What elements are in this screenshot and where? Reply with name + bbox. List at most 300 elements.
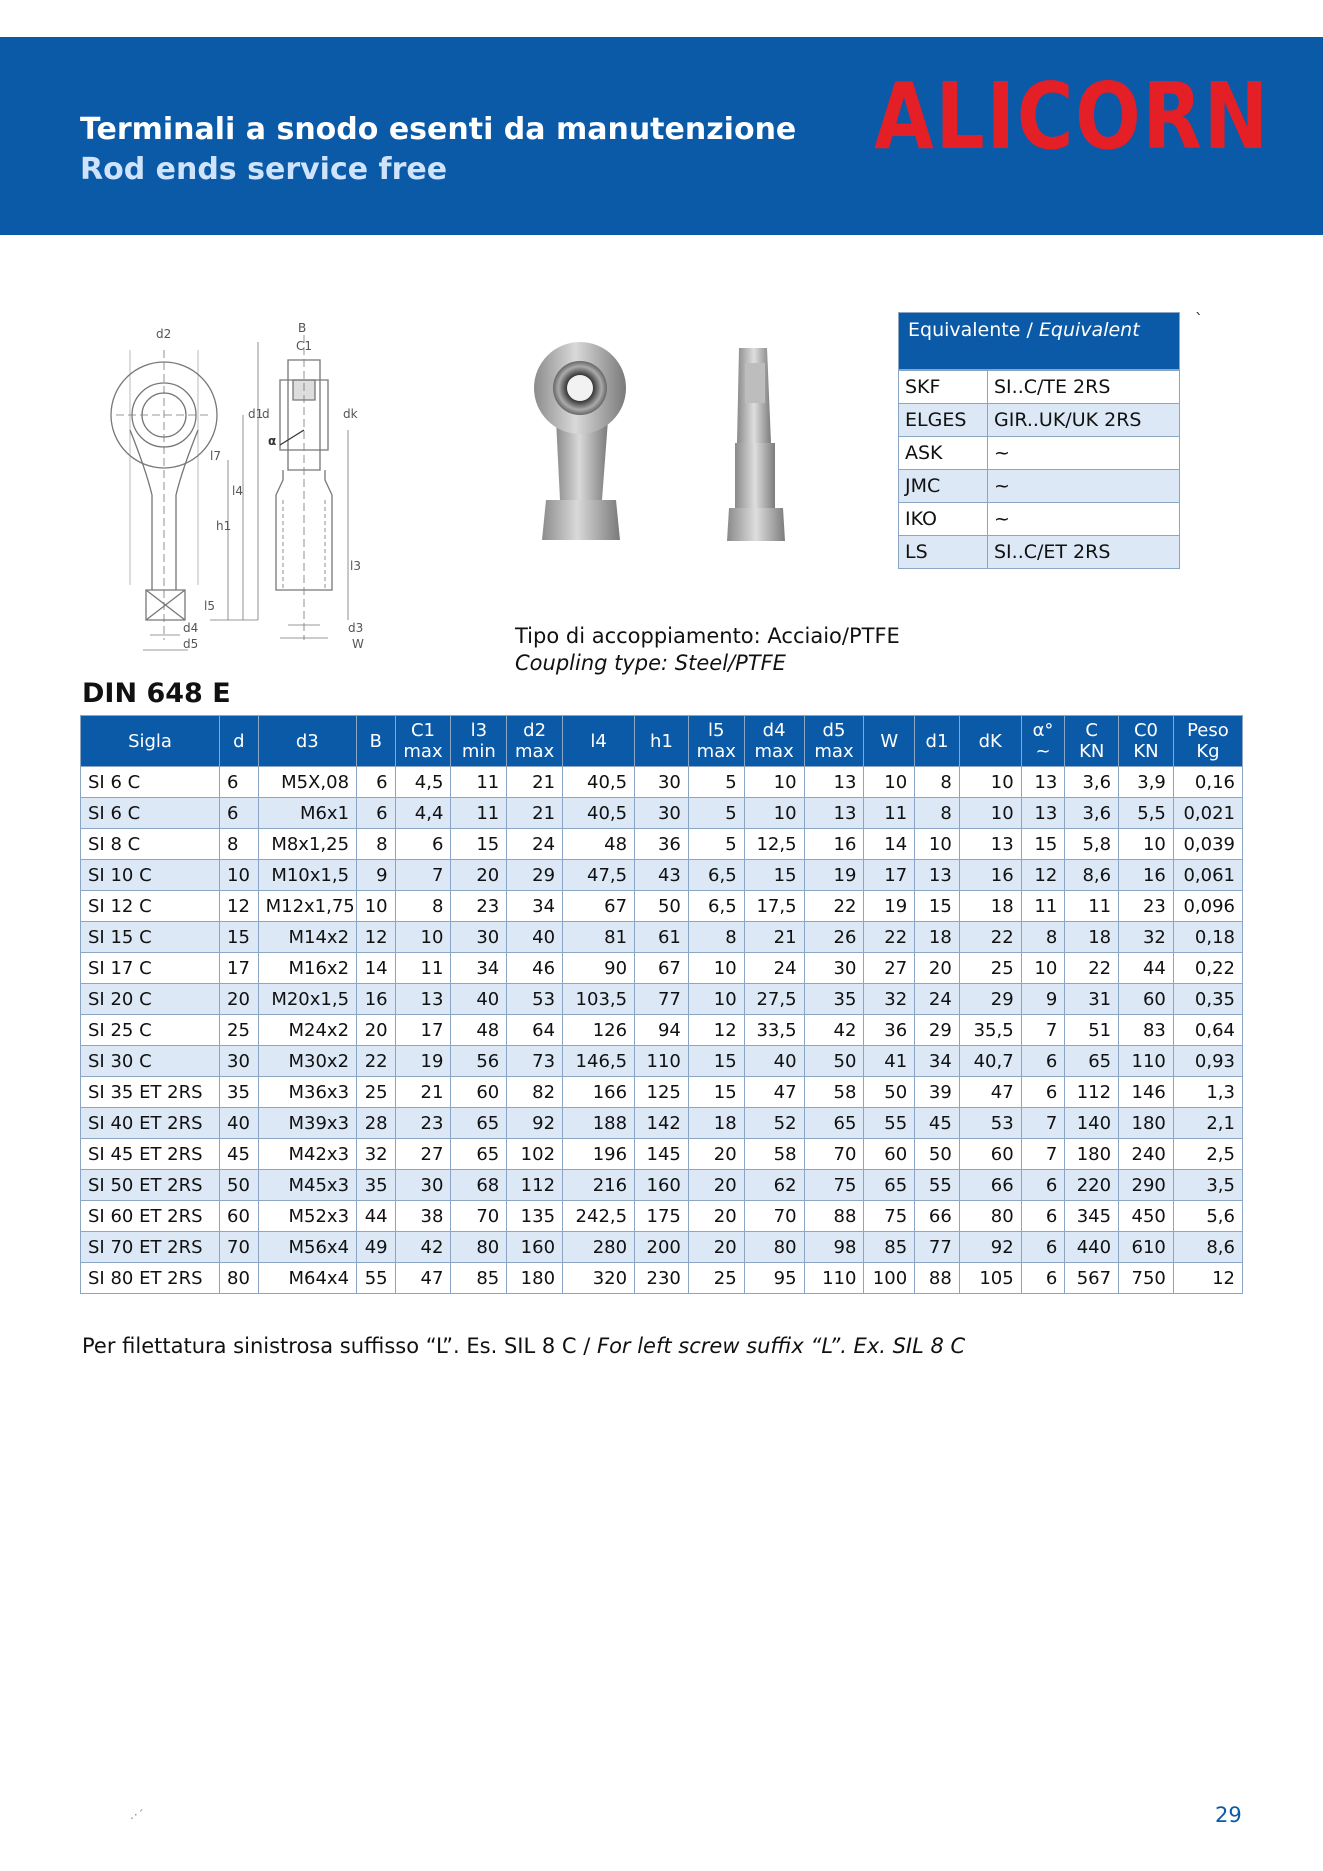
column-header bbox=[1021, 716, 1065, 767]
table-cell: 6 bbox=[1021, 1077, 1065, 1108]
table-cell: 0,096 bbox=[1173, 891, 1242, 922]
table-cell: 29 bbox=[959, 984, 1021, 1015]
table-cell: M45x3 bbox=[258, 1170, 356, 1201]
table-cell: 68 bbox=[451, 1170, 507, 1201]
table-cell: 14 bbox=[864, 829, 915, 860]
table-cell: 60 bbox=[1119, 984, 1174, 1015]
table-cell: 60 bbox=[864, 1139, 915, 1170]
table-cell: 22 bbox=[959, 922, 1021, 953]
table-cell: 10 bbox=[864, 767, 915, 798]
table-row bbox=[81, 1263, 1243, 1294]
table-cell: 0,16 bbox=[1173, 767, 1242, 798]
equivalent-row bbox=[899, 404, 1180, 437]
table-cell: 6,5 bbox=[688, 891, 744, 922]
table-cell: 13 bbox=[804, 767, 864, 798]
table-cell: 50 bbox=[915, 1139, 960, 1170]
column-header bbox=[81, 716, 220, 767]
table-cell: M24x2 bbox=[258, 1015, 356, 1046]
table-cell: 14 bbox=[357, 953, 396, 984]
equivalent-code: SI..C/TE 2RS bbox=[988, 371, 1180, 404]
table-cell: 11 bbox=[1065, 891, 1119, 922]
table-cell: M52x3 bbox=[258, 1201, 356, 1232]
table-cell: 135 bbox=[507, 1201, 563, 1232]
table-cell: 77 bbox=[915, 1232, 960, 1263]
table-cell: M5X,08 bbox=[258, 767, 356, 798]
table-cell: 22 bbox=[804, 891, 864, 922]
column-header-unit: KN bbox=[1079, 741, 1105, 762]
table-cell: 6 bbox=[395, 829, 451, 860]
table-cell: 5 bbox=[688, 767, 744, 798]
table-cell: 6 bbox=[1021, 1232, 1065, 1263]
table-row bbox=[81, 1046, 1243, 1077]
table-cell: 145 bbox=[635, 1139, 689, 1170]
table-cell: 90 bbox=[563, 953, 635, 984]
table-cell: 44 bbox=[1119, 953, 1174, 984]
table-cell: 47 bbox=[959, 1077, 1021, 1108]
table-cell: 50 bbox=[864, 1077, 915, 1108]
table-cell: 567 bbox=[1065, 1263, 1119, 1294]
table-cell: 110 bbox=[1119, 1046, 1174, 1077]
table-cell: 20 bbox=[688, 1139, 744, 1170]
table-cell: 94 bbox=[635, 1015, 689, 1046]
column-header bbox=[915, 716, 960, 767]
table-cell: 30 bbox=[635, 767, 689, 798]
table-cell: 73 bbox=[507, 1046, 563, 1077]
table-cell: 48 bbox=[451, 1015, 507, 1046]
table-row bbox=[81, 798, 1243, 829]
table-cell: 10 bbox=[395, 922, 451, 953]
table-cell: 2,5 bbox=[1173, 1139, 1242, 1170]
table-cell: 13 bbox=[959, 829, 1021, 860]
label-l3: l3 bbox=[350, 559, 361, 573]
table-cell: M36x3 bbox=[258, 1077, 356, 1108]
table-cell: 40 bbox=[507, 922, 563, 953]
table-cell: 20 bbox=[688, 1201, 744, 1232]
table-cell: 16 bbox=[959, 860, 1021, 891]
table-cell: 20 bbox=[220, 984, 259, 1015]
table-cell: 216 bbox=[563, 1170, 635, 1201]
table-cell: 46 bbox=[507, 953, 563, 984]
label-w: W bbox=[352, 637, 364, 651]
table-cell: 8 bbox=[915, 767, 960, 798]
table-cell: 26 bbox=[804, 922, 864, 953]
table-cell: 32 bbox=[357, 1139, 396, 1170]
label-b: B bbox=[298, 321, 307, 335]
table-cell: 39 bbox=[915, 1077, 960, 1108]
table-cell: SI 8 C bbox=[81, 829, 220, 860]
column-header-label: l5 bbox=[708, 720, 725, 741]
table-row bbox=[81, 984, 1243, 1015]
table-cell: 8 bbox=[1021, 922, 1065, 953]
table-cell: 15 bbox=[915, 891, 960, 922]
table-cell: 0,93 bbox=[1173, 1046, 1242, 1077]
table-cell: 10 bbox=[357, 891, 396, 922]
table-cell: 5 bbox=[688, 829, 744, 860]
table-cell: 5,8 bbox=[1065, 829, 1119, 860]
table-cell: 62 bbox=[744, 1170, 804, 1201]
table-cell: 11 bbox=[451, 767, 507, 798]
column-header-label: C1 bbox=[410, 720, 436, 741]
table-cell: 3,9 bbox=[1119, 767, 1174, 798]
label-h1: h1 bbox=[216, 519, 232, 533]
table-cell: 7 bbox=[395, 860, 451, 891]
table-cell: 15 bbox=[688, 1046, 744, 1077]
table-cell: 35,5 bbox=[959, 1015, 1021, 1046]
table-cell: SI 20 C bbox=[81, 984, 220, 1015]
table-cell: 80 bbox=[744, 1232, 804, 1263]
table-cell: 50 bbox=[220, 1170, 259, 1201]
table-cell: 21 bbox=[507, 798, 563, 829]
table-cell: 66 bbox=[915, 1201, 960, 1232]
specifications-table bbox=[80, 715, 1243, 1294]
decorative-mark: .·´ bbox=[130, 1808, 144, 1822]
table-cell: 21 bbox=[507, 767, 563, 798]
table-cell: 35 bbox=[220, 1077, 259, 1108]
table-cell: SI 6 C bbox=[81, 798, 220, 829]
table-cell: SI 45 ET 2RS bbox=[81, 1139, 220, 1170]
table-cell: 34 bbox=[451, 953, 507, 984]
column-header-unit: max bbox=[515, 741, 555, 762]
table-cell: 105 bbox=[959, 1263, 1021, 1294]
table-cell: 92 bbox=[507, 1108, 563, 1139]
column-header-label: B bbox=[369, 730, 382, 752]
table-cell: 41 bbox=[864, 1046, 915, 1077]
table-cell: 8 bbox=[357, 829, 396, 860]
equivalent-header: Equivalente / Equivalent bbox=[899, 313, 1180, 370]
table-cell: 82 bbox=[507, 1077, 563, 1108]
table-cell: 36 bbox=[635, 829, 689, 860]
table-cell: 18 bbox=[688, 1108, 744, 1139]
label-d1: d1 bbox=[248, 407, 264, 421]
column-header-unit: max bbox=[696, 741, 736, 762]
table-cell: 280 bbox=[563, 1232, 635, 1263]
table-cell: 7 bbox=[1021, 1015, 1065, 1046]
table-row bbox=[81, 922, 1243, 953]
table-cell: SI 15 C bbox=[81, 922, 220, 953]
table-cell: 40 bbox=[744, 1046, 804, 1077]
table-cell: 19 bbox=[864, 891, 915, 922]
table-cell: 27,5 bbox=[744, 984, 804, 1015]
column-header-unit: Kg bbox=[1196, 741, 1220, 762]
column-header-label: d3 bbox=[295, 730, 319, 752]
table-cell: 83 bbox=[1119, 1015, 1174, 1046]
table-cell: 45 bbox=[220, 1139, 259, 1170]
table-row bbox=[81, 1232, 1243, 1263]
brand-logo bbox=[872, 63, 1272, 170]
table-cell: 49 bbox=[357, 1232, 396, 1263]
table-cell: 21 bbox=[744, 922, 804, 953]
equivalent-brand: SKF bbox=[899, 371, 988, 404]
table-cell: 110 bbox=[635, 1046, 689, 1077]
table-cell: M56x4 bbox=[258, 1232, 356, 1263]
table-row bbox=[81, 1077, 1243, 1108]
table-cell: 92 bbox=[959, 1232, 1021, 1263]
label-dk: dk bbox=[343, 407, 358, 421]
table-cell: 0,039 bbox=[1173, 829, 1242, 860]
table-cell: 2,1 bbox=[1173, 1108, 1242, 1139]
page-number: 29 bbox=[1215, 1803, 1242, 1827]
table-cell: 610 bbox=[1119, 1232, 1174, 1263]
table-cell: 6,5 bbox=[688, 860, 744, 891]
column-header-label: C0 bbox=[1133, 720, 1158, 741]
label-d5: d5 bbox=[183, 637, 199, 651]
table-cell: 70 bbox=[451, 1201, 507, 1232]
table-cell: 180 bbox=[1119, 1108, 1174, 1139]
column-header-label: C bbox=[1085, 720, 1098, 741]
table-cell: 85 bbox=[451, 1263, 507, 1294]
table-cell: 450 bbox=[1119, 1201, 1174, 1232]
table-cell: 32 bbox=[1119, 922, 1174, 953]
table-cell: 5,5 bbox=[1119, 798, 1174, 829]
table-cell: SI 25 C bbox=[81, 1015, 220, 1046]
page-subtitle: Rod ends service free bbox=[80, 152, 448, 187]
label-d3: d3 bbox=[348, 621, 364, 635]
table-cell: 65 bbox=[451, 1108, 507, 1139]
table-cell: 27 bbox=[864, 953, 915, 984]
table-cell: 750 bbox=[1119, 1263, 1174, 1294]
column-header bbox=[357, 716, 396, 767]
table-cell: M20x1,5 bbox=[258, 984, 356, 1015]
table-cell: 45 bbox=[915, 1108, 960, 1139]
table-cell: 30 bbox=[451, 922, 507, 953]
table-cell: 12,5 bbox=[744, 829, 804, 860]
table-cell: 5 bbox=[688, 798, 744, 829]
column-header bbox=[258, 716, 356, 767]
table-cell: 30 bbox=[395, 1170, 451, 1201]
label-l5: l5 bbox=[204, 599, 215, 613]
table-cell: 18 bbox=[959, 891, 1021, 922]
table-cell: 47 bbox=[744, 1077, 804, 1108]
column-header-label: l3 bbox=[470, 720, 488, 741]
table-cell: 6 bbox=[1021, 1263, 1065, 1294]
table-cell: 12 bbox=[1173, 1263, 1242, 1294]
page-title: Terminali a snodo esenti da manutenzione bbox=[80, 112, 797, 147]
table-cell: M14x2 bbox=[258, 922, 356, 953]
table-cell: M10x1,5 bbox=[258, 860, 356, 891]
table-cell: 102 bbox=[507, 1139, 563, 1170]
column-header bbox=[451, 716, 507, 767]
table-cell: 13 bbox=[804, 798, 864, 829]
table-cell: 30 bbox=[220, 1046, 259, 1077]
column-header-label: h1 bbox=[650, 730, 673, 752]
table-cell: 95 bbox=[744, 1263, 804, 1294]
table-cell: 3,6 bbox=[1065, 767, 1119, 798]
table-cell: 6 bbox=[220, 798, 259, 829]
table-cell: 38 bbox=[395, 1201, 451, 1232]
label-l7: l7 bbox=[210, 449, 221, 463]
table-cell: 88 bbox=[915, 1263, 960, 1294]
table-cell: 88 bbox=[804, 1201, 864, 1232]
table-cell: 60 bbox=[959, 1139, 1021, 1170]
equivalent-row bbox=[899, 437, 1180, 470]
table-cell: 16 bbox=[1119, 860, 1174, 891]
column-header bbox=[635, 716, 689, 767]
table-cell: 6 bbox=[1021, 1201, 1065, 1232]
table-cell: 25 bbox=[220, 1015, 259, 1046]
brand-logo-text: ALICORN bbox=[874, 63, 1270, 170]
table-row bbox=[81, 1108, 1243, 1139]
table-cell: 25 bbox=[357, 1077, 396, 1108]
table-cell: 27 bbox=[395, 1139, 451, 1170]
table-cell: 25 bbox=[959, 953, 1021, 984]
column-header-unit: min bbox=[461, 741, 496, 762]
table-cell: 13 bbox=[395, 984, 451, 1015]
table-cell: 6 bbox=[357, 767, 396, 798]
label-l4: l4 bbox=[232, 484, 243, 498]
table-cell: 65 bbox=[804, 1108, 864, 1139]
label-d2: d2 bbox=[156, 327, 172, 341]
label-d4: d4 bbox=[183, 621, 199, 635]
column-header bbox=[1119, 716, 1174, 767]
equivalent-brand: IKO bbox=[899, 503, 988, 536]
table-cell: 35 bbox=[357, 1170, 396, 1201]
table-cell: 18 bbox=[1065, 922, 1119, 953]
equivalent-code: GIR..UK/UK 2RS bbox=[988, 404, 1180, 437]
table-cell: 0,22 bbox=[1173, 953, 1242, 984]
column-header-label: α° bbox=[1032, 720, 1054, 741]
table-cell: 52 bbox=[744, 1108, 804, 1139]
table-cell: 6 bbox=[1021, 1046, 1065, 1077]
table-cell: 34 bbox=[915, 1046, 960, 1077]
table-cell: SI 12 C bbox=[81, 891, 220, 922]
table-cell: 53 bbox=[959, 1108, 1021, 1139]
column-header-label: Peso bbox=[1187, 720, 1229, 741]
table-cell: 50 bbox=[635, 891, 689, 922]
table-cell: 103,5 bbox=[563, 984, 635, 1015]
table-cell: 47 bbox=[395, 1263, 451, 1294]
equivalent-row bbox=[899, 371, 1180, 404]
table-cell: 200 bbox=[635, 1232, 689, 1263]
table-cell: 58 bbox=[744, 1139, 804, 1170]
table-cell: 65 bbox=[451, 1139, 507, 1170]
table-cell: 196 bbox=[563, 1139, 635, 1170]
table-cell: 100 bbox=[864, 1263, 915, 1294]
table-cell: 0,35 bbox=[1173, 984, 1242, 1015]
table-cell: 55 bbox=[915, 1170, 960, 1201]
table-cell: 0,021 bbox=[1173, 798, 1242, 829]
table-cell: 1,3 bbox=[1173, 1077, 1242, 1108]
table-cell: 48 bbox=[563, 829, 635, 860]
column-header-unit: max bbox=[754, 741, 794, 762]
table-cell: 75 bbox=[804, 1170, 864, 1201]
table-cell: 51 bbox=[1065, 1015, 1119, 1046]
table-cell: 13 bbox=[1021, 798, 1065, 829]
table-cell: 4,5 bbox=[395, 767, 451, 798]
table-cell: M6x1 bbox=[258, 798, 356, 829]
table-cell: 10 bbox=[220, 860, 259, 891]
table-cell: 66 bbox=[959, 1170, 1021, 1201]
table-cell: 11 bbox=[451, 798, 507, 829]
table-cell: 7 bbox=[1021, 1108, 1065, 1139]
table-cell: 65 bbox=[1065, 1046, 1119, 1077]
table-cell: 75 bbox=[864, 1201, 915, 1232]
column-header bbox=[1173, 716, 1242, 767]
equivalent-code: SI..C/ET 2RS bbox=[988, 536, 1180, 569]
table-row bbox=[81, 767, 1243, 798]
table-cell: 17 bbox=[864, 860, 915, 891]
table-row bbox=[81, 829, 1243, 860]
table-cell: 20 bbox=[688, 1232, 744, 1263]
table-cell: 13 bbox=[1021, 767, 1065, 798]
table-cell: 10 bbox=[688, 953, 744, 984]
table-cell: 70 bbox=[804, 1139, 864, 1170]
column-header bbox=[507, 716, 563, 767]
coupling-type-en: Coupling type: Steel/PTFE bbox=[515, 651, 786, 675]
table-cell: 6 bbox=[1021, 1170, 1065, 1201]
table-cell: 10 bbox=[1119, 829, 1174, 860]
table-cell: 12 bbox=[1021, 860, 1065, 891]
table-cell: 65 bbox=[864, 1170, 915, 1201]
table-cell: 22 bbox=[1065, 953, 1119, 984]
table-cell: 11 bbox=[395, 953, 451, 984]
table-cell: 24 bbox=[744, 953, 804, 984]
table-cell: SI 6 C bbox=[81, 767, 220, 798]
equivalent-brand: JMC bbox=[899, 470, 988, 503]
table-cell: 60 bbox=[220, 1201, 259, 1232]
table-cell: 30 bbox=[635, 798, 689, 829]
table-cell: 17 bbox=[395, 1015, 451, 1046]
table-cell: 18 bbox=[915, 922, 960, 953]
table-cell: 188 bbox=[563, 1108, 635, 1139]
table-cell: 20 bbox=[357, 1015, 396, 1046]
table-cell: 0,64 bbox=[1173, 1015, 1242, 1046]
table-cell: M64x4 bbox=[258, 1263, 356, 1294]
table-cell: 146,5 bbox=[563, 1046, 635, 1077]
table-cell: 175 bbox=[635, 1201, 689, 1232]
standard-title: DIN 648 E bbox=[82, 678, 231, 709]
column-header-label: d5 bbox=[822, 720, 846, 741]
table-cell: 15 bbox=[451, 829, 507, 860]
label-alpha: α bbox=[268, 434, 277, 448]
table-cell: M12x1,75 bbox=[258, 891, 356, 922]
table-cell: 126 bbox=[563, 1015, 635, 1046]
table-cell: 23 bbox=[1119, 891, 1174, 922]
label-d: d bbox=[262, 407, 270, 421]
table-cell: 61 bbox=[635, 922, 689, 953]
table-cell: 55 bbox=[864, 1108, 915, 1139]
table-cell: 0,18 bbox=[1173, 922, 1242, 953]
table-cell: 166 bbox=[563, 1077, 635, 1108]
table-cell: 17 bbox=[220, 953, 259, 984]
table-cell: 55 bbox=[357, 1263, 396, 1294]
table-cell: 47,5 bbox=[563, 860, 635, 891]
table-cell: 67 bbox=[563, 891, 635, 922]
table-cell: 230 bbox=[635, 1263, 689, 1294]
column-header-label: l4 bbox=[590, 730, 607, 752]
table-cell: 345 bbox=[1065, 1201, 1119, 1232]
table-cell: 40,7 bbox=[959, 1046, 1021, 1077]
table-cell: 160 bbox=[507, 1232, 563, 1263]
table-cell: 6 bbox=[357, 798, 396, 829]
table-cell: 440 bbox=[1065, 1232, 1119, 1263]
table-cell: M30x2 bbox=[258, 1046, 356, 1077]
table-cell: 60 bbox=[451, 1077, 507, 1108]
table-cell: 8,6 bbox=[1065, 860, 1119, 891]
table-cell: 80 bbox=[451, 1232, 507, 1263]
coupling-type-it: Tipo di accoppiamento: Acciaio/PTFE bbox=[515, 624, 900, 648]
table-cell: 32 bbox=[864, 984, 915, 1015]
table-cell: 8 bbox=[395, 891, 451, 922]
table-cell: 36 bbox=[864, 1015, 915, 1046]
column-header-label: Sigla bbox=[128, 730, 172, 752]
table-cell: 142 bbox=[635, 1108, 689, 1139]
column-header bbox=[220, 716, 259, 767]
table-cell: 85 bbox=[864, 1232, 915, 1263]
table-cell: 70 bbox=[744, 1201, 804, 1232]
decorative-mark: ` bbox=[1195, 310, 1203, 329]
equivalent-row bbox=[899, 503, 1180, 536]
table-cell: 242,5 bbox=[563, 1201, 635, 1232]
